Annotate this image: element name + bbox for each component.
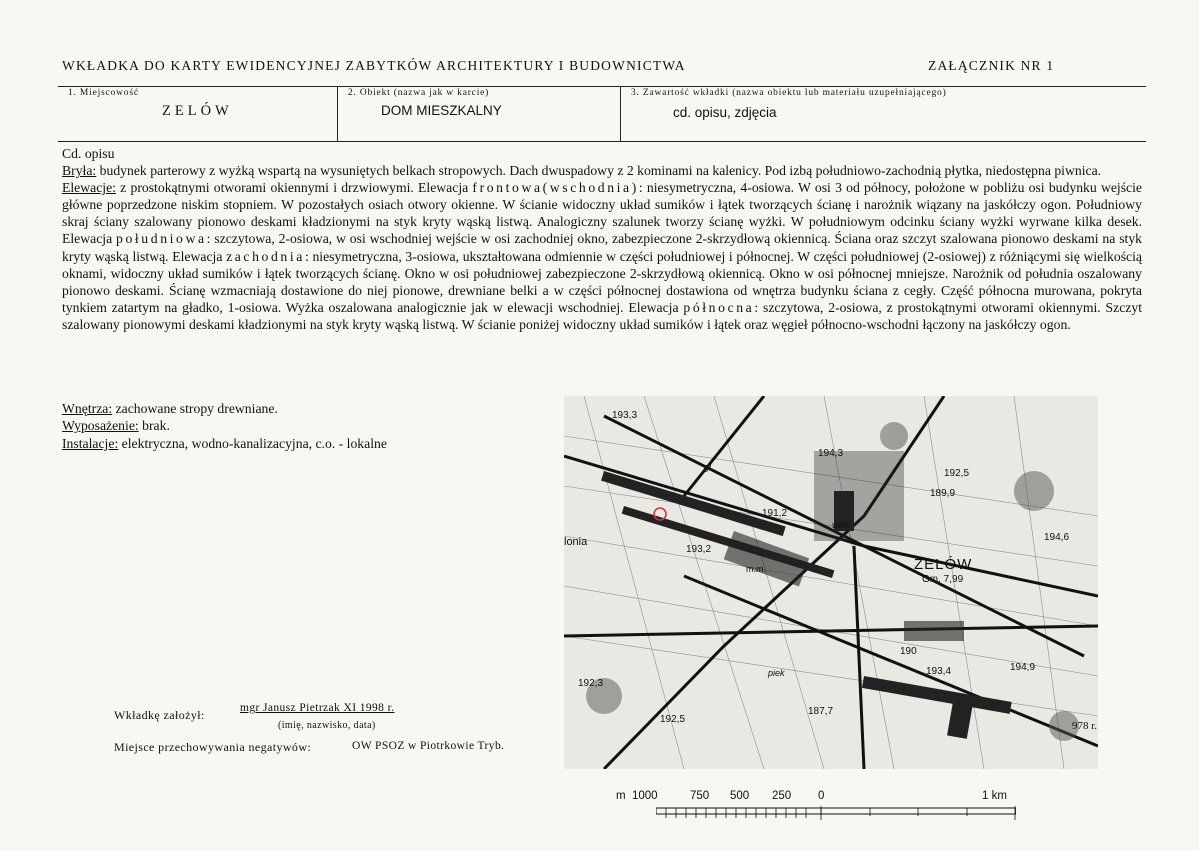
bryla-text: budynek parterowy z wyżką wspartą na wysuniętych belkach stropowych. Dach dwuspadowy z 2 kominami na kalenicy. Pod izbą południowo-zachodnią płytka, niedostępna piwnica.	[96, 163, 1102, 179]
author-label: Wkładkę założył:	[114, 708, 205, 722]
map-elev-label: 192,3	[578, 678, 604, 689]
map-elev-label: 193,3	[612, 410, 638, 421]
field-content	[620, 87, 1146, 141]
field-place	[58, 87, 337, 141]
field-place-label: 1. Miejscowość	[68, 88, 139, 98]
map-elev-label: 187,7	[808, 706, 834, 717]
scale-unit-m: m	[616, 790, 626, 802]
map-elev-label: 194,9	[1010, 662, 1036, 673]
map-elev-label: 189,9	[930, 488, 956, 499]
scale-km-label: 1 km	[982, 790, 1007, 802]
poludniowa-spaced: południowa	[116, 231, 207, 247]
elewacje-label: Elewacje:	[62, 180, 116, 196]
elewacje-text-2: : niesymetryczna, 4-osiowa. W osi 3 od północy, położone w pobliżu osi budynku wejście główne poprzedzone niskim stopniem. W pozostałych osiach otwory okienne. W ścianie widoczny układ sumików i łątek tworzących ścianę i narożnik wiązany na jaskółczy ogon. Południowy skraj ściany szalowany pionowo deskami kładzionymi na styk kryty wąską listwą. Analogiczny szalunek tworzy ścianę wyżki. W południowym odcinku ściany wyżki wyrwane kilka desek. Elewacja	[62, 180, 1142, 247]
field-content-value: cd. opisu, zdjęcia	[673, 105, 777, 120]
wyposazenie-label: Wyposażenie:	[62, 418, 139, 434]
description-body	[62, 145, 1142, 333]
wyposazenie-text: brak.	[138, 418, 170, 434]
wnetrza-text: zachowane stropy drewniane.	[112, 401, 278, 416]
map-elev-label: 193,2	[686, 544, 712, 555]
map-elev-label: 194,3	[818, 448, 844, 459]
annex-number: ZAŁĄCZNIK NR 1	[928, 58, 1055, 73]
scale-tick-label: 1000	[632, 790, 658, 802]
map-elev-label: 194,6	[1044, 532, 1070, 543]
instalacje-label: Instalacje:	[62, 435, 119, 451]
wyposazenie-line	[62, 417, 542, 434]
field-place-value: ZELÓW	[162, 103, 233, 119]
author-hint: (imię, nazwisko, data)	[278, 720, 376, 731]
elewacje-text-1: z prostokątnymi otworami okiennymi i drzwiowymi. Elewacja	[115, 180, 473, 196]
author-value: mgr Janusz Pietrzak XI 1998 r.	[240, 702, 395, 714]
map-town-sub: Gm. 7,99	[922, 574, 964, 585]
map-place-label: m.m.	[746, 564, 766, 574]
description-heading: Cd. opisu	[62, 146, 115, 161]
scale-tick-label: 500	[730, 790, 750, 802]
location-map	[564, 396, 1098, 769]
map-elev-label: 192,5	[944, 468, 970, 479]
map-place-label: piek	[768, 668, 785, 678]
elewacje-paragraph	[62, 179, 1142, 333]
field-object-value: DOM MIESZKALNY	[381, 103, 502, 118]
map-place-label: gl	[704, 462, 712, 472]
additional-fields	[62, 400, 542, 452]
scale-tick-label: 0	[818, 790, 825, 802]
scale-tick-label: 750	[690, 790, 710, 802]
scale-tick-label: 250	[772, 790, 792, 802]
polnocna-spaced: północna	[683, 299, 755, 315]
frontowa-spaced: frontowa(wschodnia)	[472, 180, 639, 196]
map-elev-label: 192,5	[660, 714, 686, 725]
instalacje-line	[62, 435, 542, 452]
instalacje-text: elektryczna, wodno-kanalizacyjna, c.o. - lokalne	[118, 435, 387, 451]
map-elev-label: 190	[900, 646, 917, 657]
field-object	[337, 87, 620, 141]
field-content-label: 3. Zawartość wkładki (nazwa obiektu lub materiału uzupełniającego)	[631, 88, 947, 98]
map-town-name: ZELÓW	[914, 556, 973, 573]
zachodnia-spaced: zachodnia	[226, 248, 305, 264]
storage-label: Miejsce przechowywania negatywów:	[114, 740, 312, 754]
bryla-paragraph	[62, 162, 1142, 179]
map-year-label: 978 r.	[1072, 720, 1098, 732]
map-place-label: włók	[832, 520, 851, 530]
elewacje-text-3: : szczytowa, 2-osiowa, w osi wschodniej wejście w osi zachodniej okno, zabezpieczone 2-skrzydłową okiennicą. Ściana oraz szczyt szalowana pionowo deskami na styk kryty wąską listwą. Elewacja	[62, 231, 1143, 264]
elewacje-text-4: : niesymetryczna, 3-osiowa, ukształtowana odmiennie w części południowej i północnej. W części południowej (2-osiowej) z różniącymi się wielkością oknami, widoczny układ sumików i łątek tworzących ścianę. Okno w osi południowej zabezpieczone 2-skrzydłową okiennicą. Okno w osi północnej mniejsze. Narożnik od południa oszalowany pionowo deskami. Ścianę wzmacniają dostawione do niej pionowe, drewniane belki a w części północnej dostawiona od wnętrza budynku ściana z cegły. Część północna murowana, pokryta tynkiem zatartym na gładko, 1-osiowa. Wyżka oszalowana analogicznie jak w elewacji wschodniej. Elewacja	[62, 248, 1142, 315]
elewacje-text-5: : szczytowa, 2-osiowa, z prostokątnymi otworami okiennymi. Szczyt szalowany pionowymi deskami kładzionymi na styk kryty wąską listwą. W ścianie poniżej widoczny układ sumików i łątek oraz węgieł północno-wschodni łączony na jaskółczy ogon.	[62, 299, 1142, 332]
wnetrza-label: Wnętrza:	[62, 401, 113, 416]
field-object-label: 2. Obiekt (nazwa jak w karcie)	[348, 88, 490, 98]
map-place-label: lonia	[564, 536, 588, 548]
scale-bar	[656, 806, 1016, 822]
map-elev-label: 193,4	[926, 666, 952, 677]
map-elev-label: 191,2	[762, 508, 788, 519]
header-fields-table	[58, 86, 1146, 142]
bryla-label: Bryła:	[62, 163, 97, 179]
storage-value: OW PSOZ w Piotrkowie Tryb.	[352, 740, 505, 752]
wnetrza-line	[62, 400, 542, 417]
document-title: WKŁADKA DO KARTY EWIDENCYJNEJ ZABYTKÓW ARCHITEKTURY I BUDOWNICTWA	[62, 58, 686, 73]
